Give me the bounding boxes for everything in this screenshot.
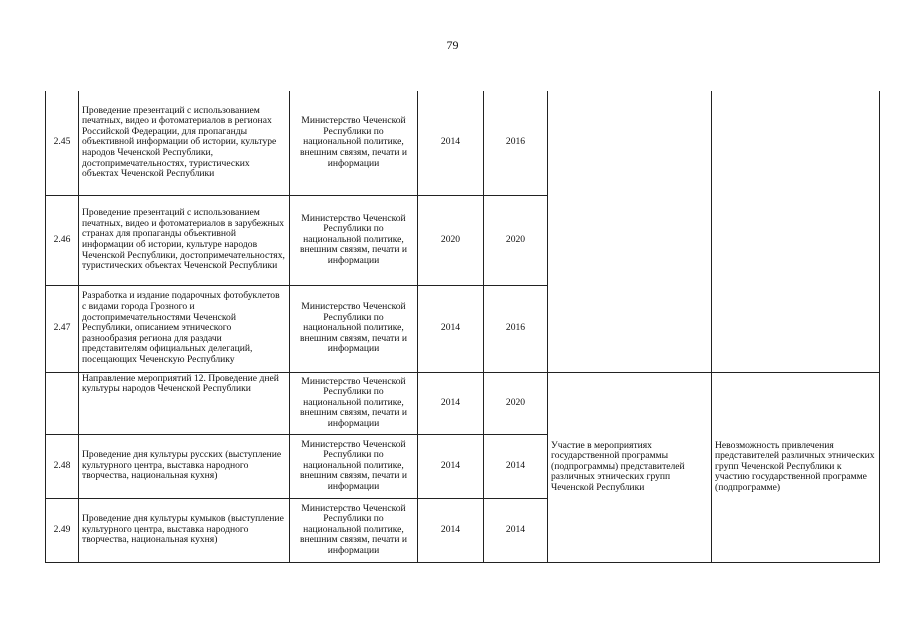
start-year: 2014 [418, 498, 484, 562]
start-year: 2014 [418, 434, 484, 498]
start-year: 2014 [418, 91, 484, 195]
responsible-executor: Министерство Чеченской Республики по национальной политике, внешним связям, печати и информации [290, 285, 418, 372]
end-year: 2016 [484, 91, 548, 195]
measure-description: Разработка и издание подарочных фотобуклетов с видами города Грозного и достопримечательностями Чеченской Республики, описанием этнического разнообразия региона для раздачи представителям официальных делегаций, посещающих Чеченскую Республику [79, 285, 290, 372]
measure-description: Проведение презентаций с использованием печатных, видео и фотоматериалов в зарубежных странах для пропаганды объективной информации об истории, культуре народов Чеченской Республики, достопримечательностях, туристических объектах Чеченской Республики [79, 195, 290, 285]
responsible-executor: Министерство Чеченской Республики по национальной политике, внешним связям, печати и информации [290, 91, 418, 195]
end-year: 2014 [484, 434, 548, 498]
row-number: 2.47 [46, 285, 79, 372]
measure-description: Направление мероприятий 12. Проведение дней культуры народов Чеченской Республики [79, 372, 290, 434]
responsible-executor: Министерство Чеченской Республики по национальной политике, внешним связям, печати и информации [290, 372, 418, 434]
row-number: 2.46 [46, 195, 79, 285]
table-row [46, 91, 880, 195]
row-number [46, 372, 79, 434]
row-number: 2.48 [46, 434, 79, 498]
measure-description: Проведение дня культуры русских (выступление культурного центра, выставка народного творчества, национальная кухня) [79, 434, 290, 498]
expected-result: Участие в мероприятиях государственной программы (подпрограммы) представителей различных этнических групп Чеченской Республики [548, 372, 712, 562]
end-year: 2014 [484, 498, 548, 562]
page-number: 79 [446, 38, 459, 52]
measures-table [45, 91, 880, 563]
empty-risk-cell [712, 91, 880, 372]
end-year: 2020 [484, 195, 548, 285]
table-row [46, 372, 880, 434]
start-year: 2020 [418, 195, 484, 285]
row-number: 2.49 [46, 498, 79, 562]
responsible-executor: Министерство Чеченской Республики по национальной политике, внешним связям, печати и информации [290, 195, 418, 285]
responsible-executor: Министерство Чеченской Республики по национальной политике, внешним связям, печати и информации [290, 434, 418, 498]
start-year: 2014 [418, 285, 484, 372]
start-year: 2014 [418, 372, 484, 434]
row-number: 2.45 [46, 91, 79, 195]
empty-result-cell [548, 91, 712, 372]
end-year: 2016 [484, 285, 548, 372]
measure-description: Проведение дня культуры кумыков (выступление культурного центра, выставка народного творчества, национальная кухня) [79, 498, 290, 562]
responsible-executor: Министерство Чеченской Республики по национальной политике, внешним связям, печати и информации [290, 498, 418, 562]
measure-description: Проведение презентаций с использованием печатных, видео и фотоматериалов в регионах Российской Федерации, для пропаганды объективной информации об истории, культуре народов Чеченской Республики, достопримечательностях, туристических объектах Чеченской Республики [79, 91, 290, 195]
end-year: 2020 [484, 372, 548, 434]
risk-description: Невозможность привлечения представителей различных этнических групп Чеченской Республики к участию государственной программе (подпрограмме) [712, 372, 880, 562]
